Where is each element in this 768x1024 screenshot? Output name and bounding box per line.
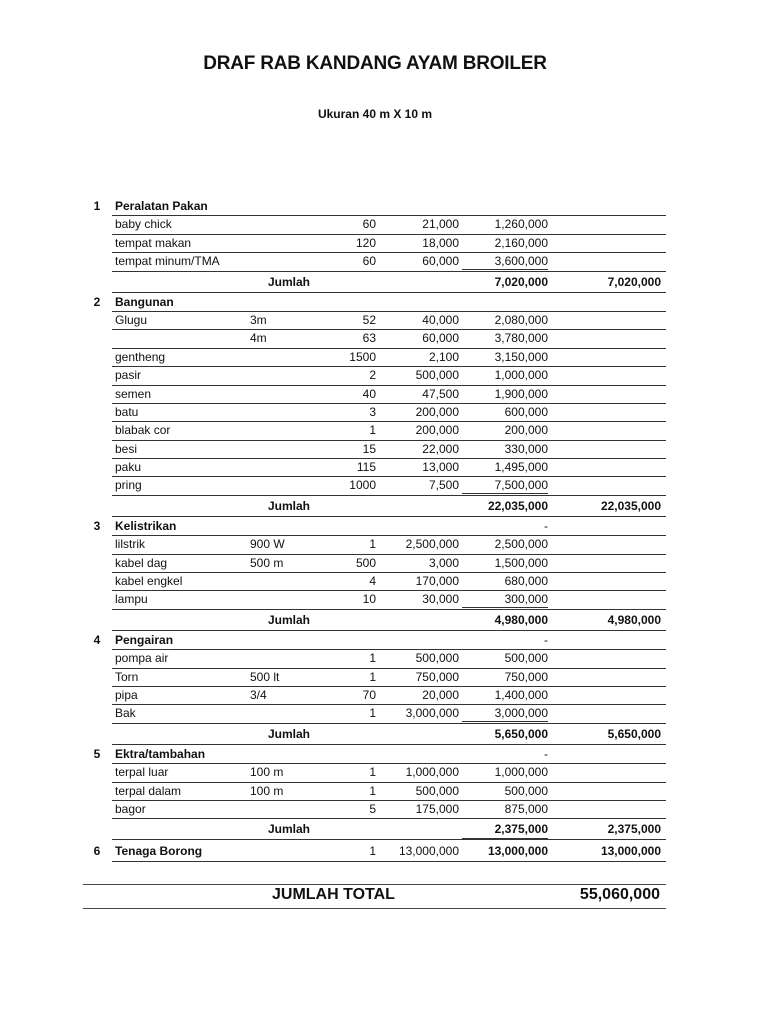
item-total: 3,600,000 — [494, 254, 548, 269]
budget-table — [0, 197, 768, 862]
table-row — [0, 554, 768, 572]
item-price: 20,000 — [422, 687, 459, 702]
total-top-rule — [83, 884, 666, 885]
item-name: gentheng — [115, 349, 166, 364]
table-row-tenaga-borong — [0, 840, 768, 862]
table-row — [0, 476, 768, 494]
item-qty: 1 — [369, 651, 376, 666]
section-name: Ektra/tambahan — [115, 746, 206, 761]
item-name: terpal dalam — [115, 783, 182, 798]
item-name: terpal luar — [115, 765, 169, 780]
item-total: 875,000 — [504, 801, 548, 816]
section-number: 4 — [93, 632, 101, 647]
item-total: 200,000 — [504, 423, 548, 438]
section-number: 2 — [93, 294, 101, 309]
section-header — [0, 293, 768, 311]
item-spec: 500 m — [250, 555, 284, 570]
item-qty: 500 — [355, 555, 376, 570]
section-dash: - — [544, 518, 548, 533]
item-qty: 70 — [362, 687, 376, 702]
subtotal-underline — [462, 493, 548, 494]
item-qty: 115 — [356, 460, 376, 475]
item-qty: 3 — [369, 404, 376, 419]
item-price: 30,000 — [422, 592, 459, 607]
item-name: lampu — [115, 592, 148, 607]
item-name: tempat makan — [115, 235, 192, 250]
item-total: 3,150,000 — [494, 349, 548, 364]
item-spec: 100 m — [250, 783, 284, 798]
item-total: 2,160,000 — [494, 235, 548, 250]
item-name: bagor — [115, 801, 146, 816]
item-price: 3,000,000 — [405, 706, 459, 721]
section-grand-value: 4,980,000 — [607, 612, 661, 627]
item-total: 1,000,000 — [494, 368, 548, 383]
item-price: 40,000 — [422, 312, 459, 327]
section-header — [0, 517, 768, 535]
subtotal-value: 4,980,000 — [494, 612, 548, 627]
item-name: Bak — [115, 706, 136, 721]
item-price: 13,000 — [422, 460, 459, 475]
table-row — [0, 800, 768, 818]
item-total: 3,000,000 — [494, 706, 548, 721]
subtotal-underline — [462, 721, 548, 722]
item-total: 1,400,000 — [494, 687, 548, 702]
item-name: pompa air — [115, 651, 169, 666]
table-row — [0, 535, 768, 553]
subtotal-underline — [462, 269, 548, 270]
item-spec: 100 m — [250, 765, 284, 780]
subtotal-label: Jumlah — [268, 274, 311, 289]
table-row — [0, 440, 768, 458]
item-total: 1,500,000 — [494, 555, 548, 570]
section-number: 1 — [93, 199, 101, 213]
item-total: 330,000 — [504, 441, 548, 456]
item-price: 2,100 — [428, 349, 459, 364]
section-grand-value: 2,375,000 — [607, 822, 661, 837]
item-name: lilstrik — [115, 537, 145, 552]
item-qty: 63 — [362, 331, 376, 346]
item-name: pipa — [115, 687, 138, 702]
subtotal-row — [0, 271, 768, 293]
item-price: 7,500 — [428, 478, 459, 493]
section-grand-value: 22,035,000 — [600, 498, 661, 513]
section-header — [0, 631, 768, 649]
table-row — [0, 348, 768, 366]
item-spec: 3m — [250, 312, 267, 327]
item-name: Torn — [115, 669, 139, 684]
item-price: 750,000 — [415, 669, 459, 684]
item-qty: 1500 — [349, 349, 376, 364]
table-row — [0, 704, 768, 722]
item-total: 500,000 — [504, 651, 548, 666]
section-number: 3 — [93, 518, 101, 533]
table-row — [0, 366, 768, 384]
item-qty: 15 — [362, 441, 376, 456]
item-total: 1,495,000 — [494, 460, 548, 475]
table-row — [0, 421, 768, 439]
subtotal-value: 22,035,000 — [487, 498, 548, 513]
item-name: kabel engkel — [115, 574, 183, 589]
document-subtitle: Ukuran 40 m X 10 m — [317, 107, 433, 121]
item-qty: 10 — [362, 592, 376, 607]
item-price: 200,000 — [415, 404, 459, 419]
section-number: 5 — [93, 746, 101, 761]
section-number: 6 — [93, 844, 101, 859]
section-name: Tenaga Borong — [115, 844, 203, 859]
item-name: besi — [115, 441, 138, 456]
item-qty: 1 — [369, 765, 376, 780]
item-qty: 1 — [369, 706, 376, 721]
subtotal-label: Jumlah — [268, 726, 311, 741]
section-dash: - — [544, 746, 548, 761]
item-total: 2,080,000 — [494, 312, 548, 327]
section-grand-value: 5,650,000 — [607, 726, 661, 741]
item-total: 7,500,000 — [494, 478, 548, 493]
item-price: 3,000 — [428, 555, 459, 570]
item-total: 2,500,000 — [494, 537, 548, 552]
item-name: Glugu — [115, 312, 148, 327]
item-price: 22,000 — [422, 441, 459, 456]
section-grand-value: 7,020,000 — [607, 274, 661, 289]
item-qty: 5 — [369, 801, 376, 816]
table-row — [0, 590, 768, 608]
subtotal-row — [0, 723, 768, 745]
item-price: 170,000 — [415, 574, 459, 589]
subtotal-row — [0, 495, 768, 517]
item-price: 500,000 — [415, 651, 459, 666]
item-price: 500,000 — [415, 368, 459, 383]
subtotal-value: 7,020,000 — [494, 274, 548, 289]
table-row — [0, 385, 768, 403]
item-name: kabel dag — [115, 555, 168, 570]
table-row — [0, 572, 768, 590]
section-name: Pengairan — [115, 632, 174, 647]
item-price: 60,000 — [422, 331, 459, 346]
section-header — [0, 745, 768, 763]
item-total: 750,000 — [504, 669, 548, 684]
section-dash: - — [544, 632, 548, 647]
item-qty: 2 — [369, 368, 376, 383]
item-name: pring — [115, 478, 142, 493]
item-price: 47,500 — [422, 386, 459, 401]
item-price: 200,000 — [415, 423, 459, 438]
item-qty: 1 — [369, 669, 376, 684]
item-qty: 60 — [362, 254, 376, 269]
item-qty: 1 — [369, 844, 376, 859]
item-name: tempat minum/TMA — [115, 254, 220, 269]
item-price: 13,000,000 — [398, 844, 459, 859]
subtotal-label: Jumlah — [268, 498, 311, 513]
subtotal-row — [0, 818, 768, 840]
item-price: 500,000 — [415, 783, 459, 798]
item-name: blabak cor — [115, 423, 171, 438]
item-name: paku — [115, 460, 142, 475]
item-price: 21,000 — [422, 217, 459, 232]
item-price: 1,000,000 — [405, 765, 459, 780]
table-row — [0, 252, 768, 270]
item-spec: 4m — [250, 331, 267, 346]
item-qty: 120 — [355, 235, 376, 250]
section-name: Peralatan Pakan — [115, 199, 208, 213]
section-header — [0, 197, 768, 215]
subtotal-underline — [462, 838, 548, 839]
grand-total-label: JUMLAH TOTAL — [272, 886, 395, 903]
table-row — [0, 458, 768, 476]
item-total: 600,000 — [504, 404, 548, 419]
section-name: Kelistrikan — [115, 518, 177, 533]
table-row — [0, 234, 768, 252]
subtotal-row — [0, 609, 768, 631]
item-price: 2,500,000 — [405, 537, 459, 552]
grand-total-value: 55,060,000 — [579, 886, 660, 903]
subtotal-label: Jumlah — [268, 612, 311, 627]
item-price: 175,000 — [415, 801, 459, 816]
item-spec: 500 lt — [250, 669, 280, 684]
item-name: semen — [115, 386, 152, 401]
item-price: 60,000 — [422, 254, 459, 269]
item-spec: 3/4 — [250, 687, 267, 702]
item-qty: 1 — [369, 423, 376, 438]
item-name: batu — [115, 404, 139, 419]
table-row — [0, 782, 768, 800]
item-total: 3,780,000 — [494, 331, 548, 346]
item-qty: 52 — [362, 312, 376, 327]
item-total: 1,260,000 — [494, 217, 548, 232]
item-name: baby chick — [115, 217, 172, 232]
document-title: DRAF RAB KANDANG AYAM BROILER — [203, 53, 547, 74]
item-total: 13,000,000 — [487, 844, 548, 859]
item-qty: 40 — [362, 386, 376, 401]
table-row — [0, 311, 768, 329]
table-row — [0, 215, 768, 233]
item-spec: 900 W — [250, 537, 285, 552]
item-total: 300,000 — [504, 592, 548, 607]
section-grand-value: 13,000,000 — [600, 844, 661, 859]
item-total: 1,000,000 — [494, 765, 548, 780]
item-price: 18,000 — [422, 235, 459, 250]
table-row — [0, 763, 768, 781]
item-qty: 60 — [362, 217, 376, 232]
item-qty: 4 — [369, 574, 376, 589]
table-row — [0, 403, 768, 421]
subtotal-value: 2,375,000 — [494, 822, 548, 837]
table-row — [0, 329, 768, 347]
table-row — [0, 668, 768, 686]
table-row — [0, 649, 768, 667]
item-qty: 1 — [369, 783, 376, 798]
total-bottom-rule — [83, 908, 666, 909]
item-total: 1,900,000 — [494, 386, 548, 401]
item-qty: 1 — [369, 537, 376, 552]
item-qty: 1000 — [349, 478, 376, 493]
item-name: pasir — [115, 368, 142, 383]
item-total: 680,000 — [504, 574, 548, 589]
subtotal-label: Jumlah — [268, 822, 311, 837]
subtotal-underline — [462, 607, 548, 608]
section-name: Bangunan — [115, 294, 174, 309]
item-total: 500,000 — [504, 783, 548, 798]
table-row — [0, 686, 768, 704]
subtotal-value: 5,650,000 — [494, 726, 548, 741]
